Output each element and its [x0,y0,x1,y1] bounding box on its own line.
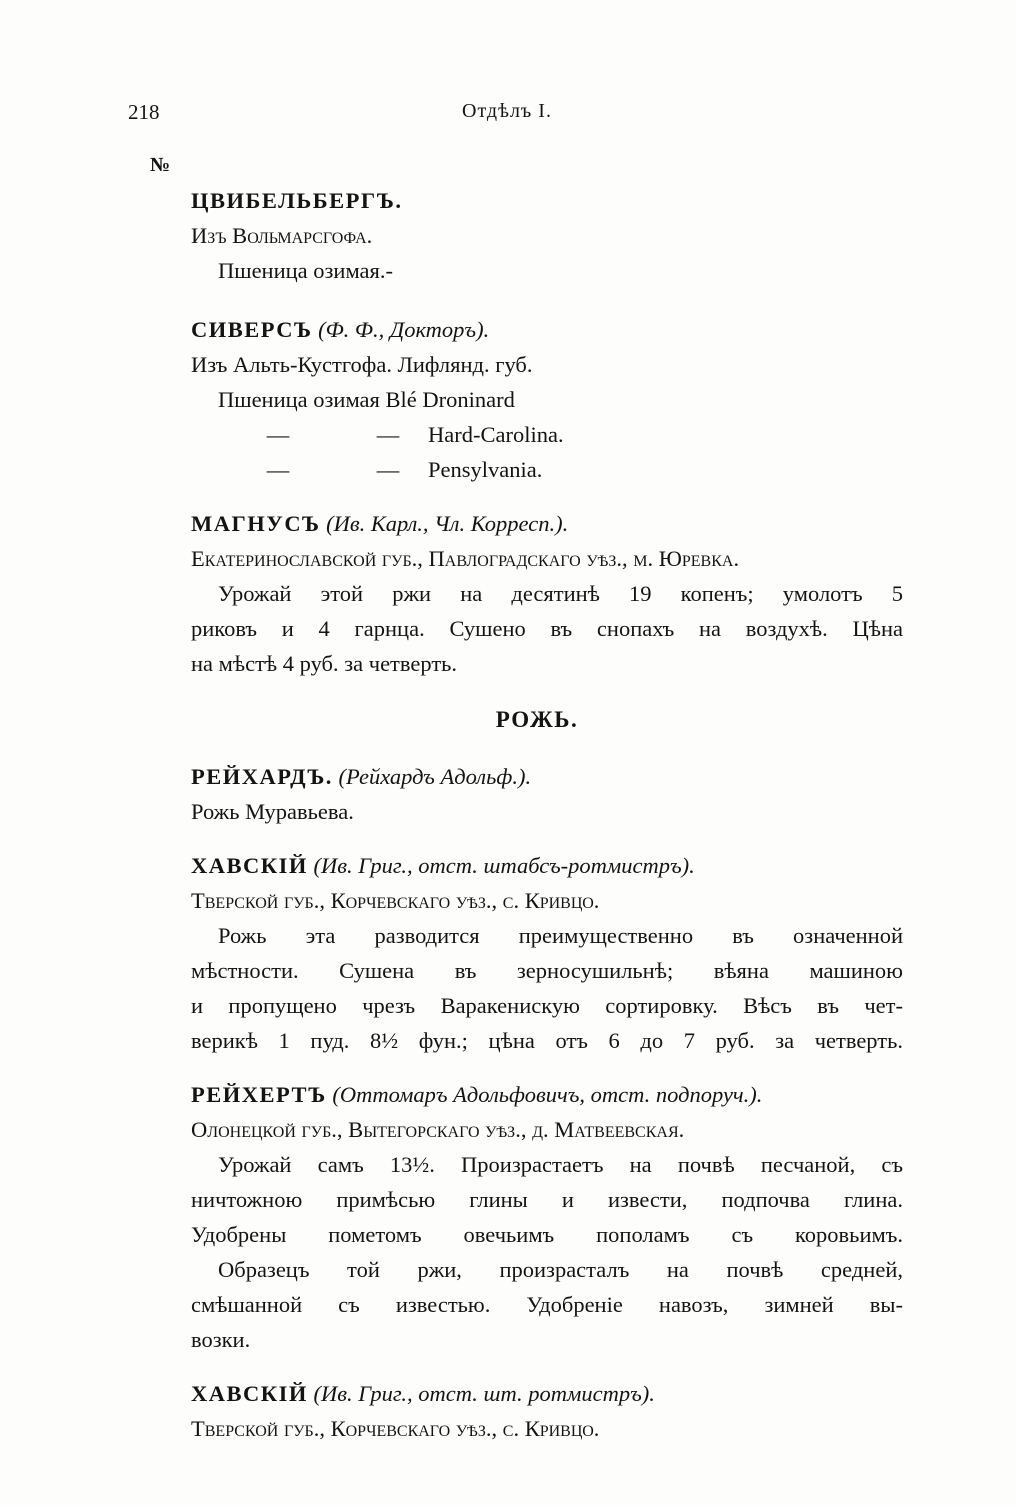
entry-name-line [191,1077,903,1112]
section-title: РОЖЬ. [495,707,579,732]
paragraph-line: ничтожною примѣсью глины и извести, подпочва глина. [191,1187,903,1212]
entry-name: РЕЙХАРДЪ. [191,764,333,789]
entry-origin: Тверской губ., Корчевскаго уѣз., с. Кривцо. [191,1416,600,1441]
ditto-dash: — [266,422,290,447]
paragraph-line: на мѣстѣ 4 руб. за четверть. [191,651,458,676]
ditto-dash: — [266,457,290,482]
entry-detail: (Рейхардъ Адольф.). [338,764,532,789]
variety-line [191,417,903,452]
paragraph-line: и пропущено чрезъ Варакенискую сортировку. Вѣсъ въ чет- [191,993,903,1018]
entry-name: ЦВИБЕЛЬБЕРГЪ. [191,188,403,213]
entry-name-line [191,506,903,541]
entry-name: СИВЕРСЪ [191,317,313,342]
column-mark: № [150,154,171,176]
paragraph-line: мѣстности. Сушена въ зерносушильнѣ; вѣяна машиною [191,958,903,983]
paragraph-line: Образецъ той ржи, произрасталъ на почвѣ средней, [218,1257,903,1282]
variety-name: Pensylvania. [428,457,543,482]
variety-name: Hard-Carolina. [428,422,564,447]
entry-detail: (Ив. Карл., Чл. Корресп.). [326,511,569,536]
paragraph-line: Урожай этой ржи на десятинѣ 19 копенъ; умолотъ 5 [218,581,903,606]
entry-name: МАГНУСЪ [191,511,321,536]
entry-detail: (Ив. Григ., отст. штабсъ-ротмистръ). [313,853,695,878]
running-head: Отдѣлъ I. [462,100,552,122]
entry-detail: (Ф. Ф., Докторъ). [318,317,490,342]
entry-origin: Изъ Вольмарсгофа. [191,223,373,248]
paragraph-line: Рожь эта разводится преимущественно въ означенной [218,923,903,948]
entry-origin: Екатеринославской губ., Павлоградскаго уѣз., м. Юревка. [191,546,740,571]
paragraph-line: верикѣ 1 пуд. 8½ фун.; цѣна отъ 6 до 7 руб. за четверть. [191,1028,903,1053]
entry-origin: Олонецкой губ., Вытегорскаго уѣз., д. Матвеевская. [191,1117,685,1142]
variety-line [191,452,903,487]
paragraph-line: Удобрены пометомъ овечьимъ пополамъ съ коровьимъ. [191,1222,903,1247]
entry-name: ХАВСКІЙ [191,853,308,878]
entry-origin: Изъ Альть-Кустгофа. Лифлянд. губ. [191,352,533,377]
entry-origin: Тверской губ., Корчевскаго уѣз., с. Кривцо. [191,888,600,913]
paragraph-line: смѣшанной съ известью. Удобреніе навозъ, зимней вы- [191,1292,903,1317]
entry-name-line [191,848,903,883]
ditto-dash: — [376,422,400,447]
entry-product: Рожь Муравьева. [191,799,354,824]
ditto-dash: — [376,457,400,482]
page-text [191,183,903,1446]
entry-name-line [191,183,903,218]
entry-name: ХАВСКІЙ [191,1381,308,1406]
entry-product: Пшеница озимая Blé Droninard [218,387,515,412]
entry-name: РЕЙХЕРТЪ [191,1082,327,1107]
entry-name-line [191,759,903,794]
entry-detail: (Ив. Григ., отст. шт. ротмистръ). [313,1381,655,1406]
entry-product: Пшеница озимая.- [218,258,394,283]
page-number: 218 [128,100,160,124]
paragraph-line: возки. [191,1327,251,1352]
paragraph-line: Урожай самъ 13½. Произрастаетъ на почвѣ песчаной, съ [218,1152,903,1177]
entry-name-line [191,1376,903,1411]
entry-detail: (Оттомаръ Адольфовичъ, отст. подпоруч.). [332,1082,763,1107]
entry-name-line [191,312,903,347]
paragraph-line: риковъ и 4 гарнца. Сушено въ снопахъ на воздухѣ. Цѣна [191,616,903,641]
